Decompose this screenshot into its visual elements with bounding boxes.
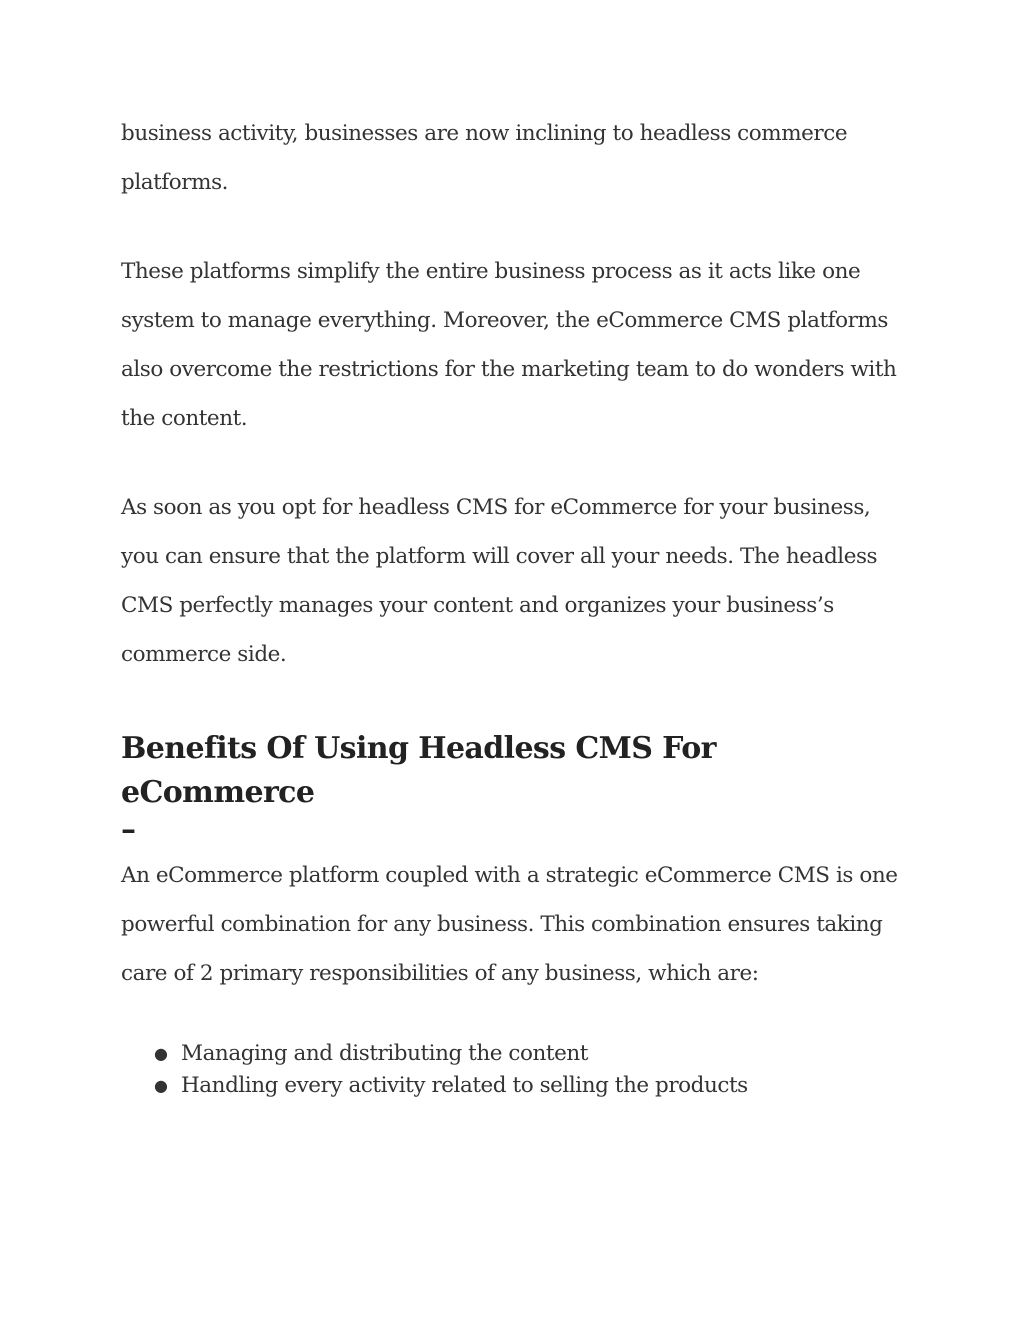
paragraph-platforms-simplify: These platforms simplify the entire business process as it acts like one system to manage everything. Moreover, the eCommerce CMS platforms also overcome the restrictions for the marketing team to do wonders with the content.: [121, 259, 897, 431]
list-item-text: Managing and distributing the content: [181, 1041, 588, 1066]
heading-dash: –: [121, 812, 136, 847]
list-item: [121, 1038, 911, 1070]
paragraph-headless-cms: As soon as you opt for headless CMS for eCommerce for your business, you can ensure that the platform will cover all your needs. The headless CMS perfectly manages your content and organizes your business’s commerce side.: [121, 495, 878, 667]
bullet-icon: ●: [154, 1044, 168, 1063]
paragraph-platforms-intro: business activity, businesses are now inclining to headless commerce platforms.: [121, 121, 848, 195]
paragraph-benefits-intro: An eCommerce platform coupled with a strategic eCommerce CMS is one powerful combination for any business. This combination ensures taking care of 2 primary responsibilities of any business, which are:: [121, 863, 898, 986]
responsibilities-list: [121, 1038, 911, 1102]
list-item-text: Handling every activity related to selling the products: [181, 1073, 748, 1098]
bullet-icon: ●: [154, 1076, 168, 1095]
list-item: [121, 1070, 911, 1102]
section-heading: Benefits Of Using Headless CMS For eCommerce: [121, 731, 716, 810]
document-body: [121, 109, 911, 1102]
